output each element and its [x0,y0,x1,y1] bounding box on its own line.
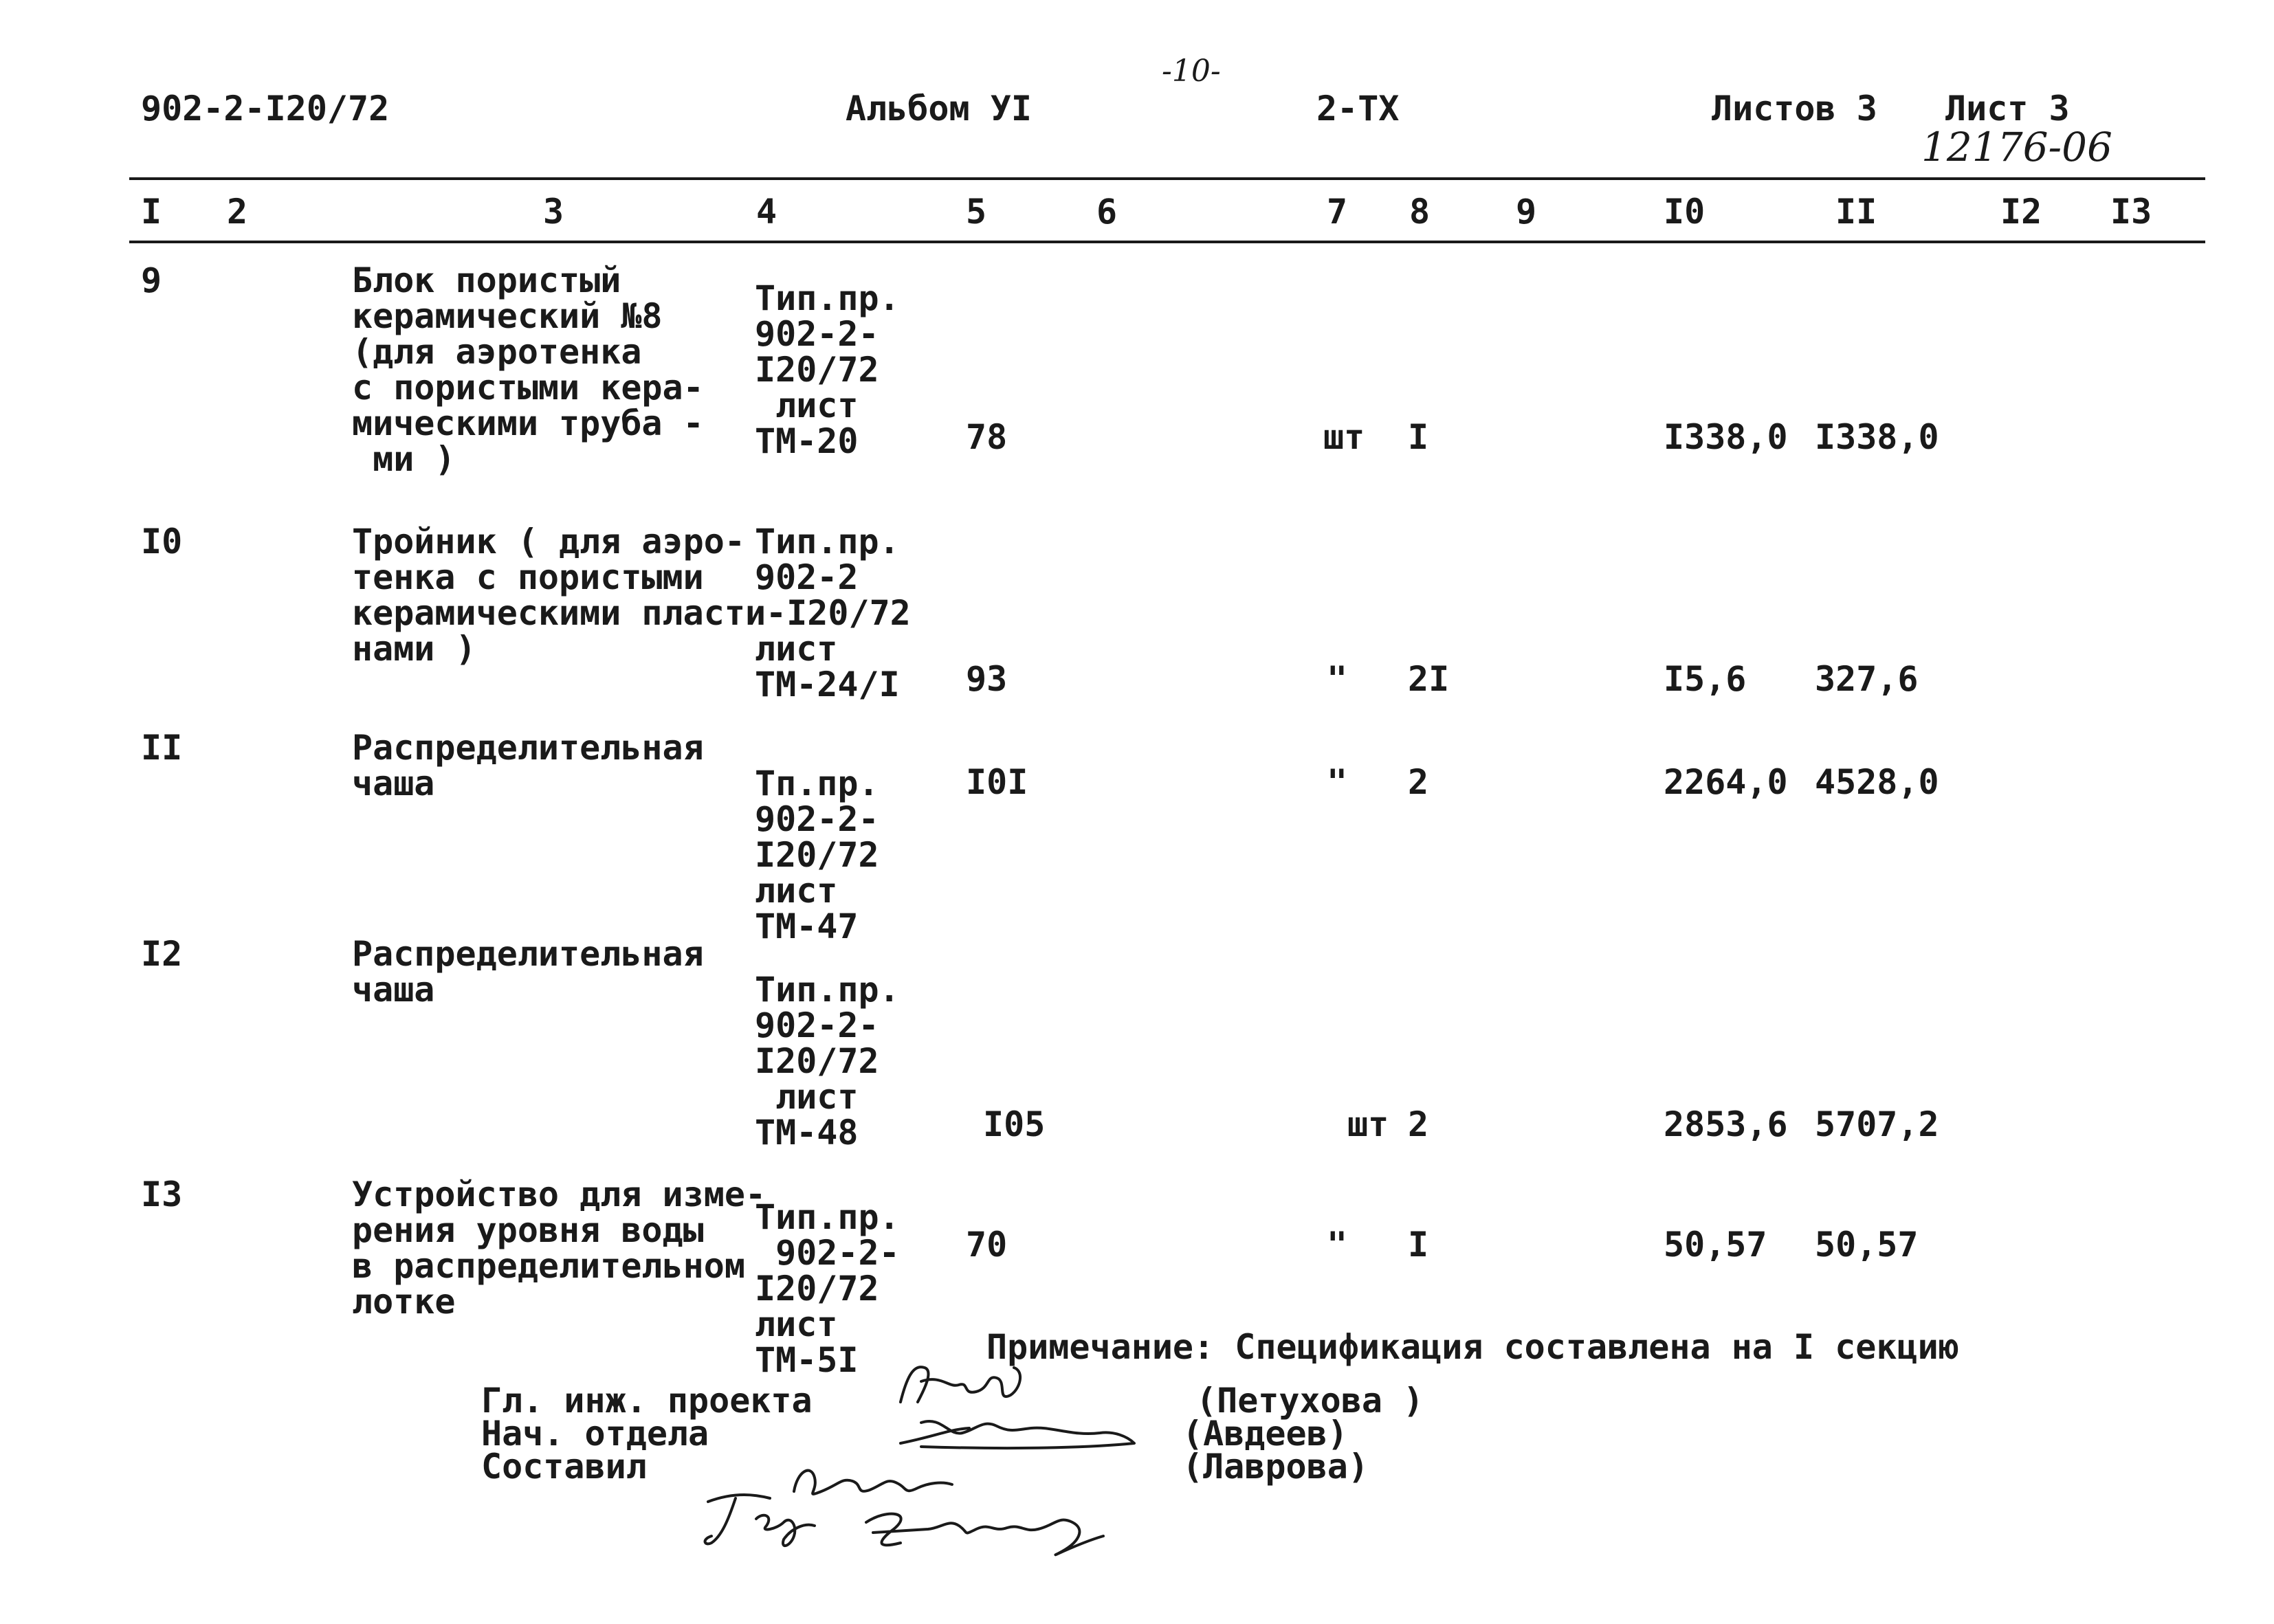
column-header: I0 [1664,192,1706,232]
item-name: Устройство для изме- рения уровня воды в распределительном лотке [352,1175,766,1322]
handwritten-signature-chief-engineer [894,1354,1045,1416]
item-price: I338,0 [1664,417,1788,457]
item-name: Распределительная чаша [352,728,704,803]
row-number: I3 [141,1175,183,1214]
signature-name: (Авдеев) [1182,1414,1348,1454]
column-header: 7 [1327,192,1348,232]
item-quantity: 2 [1408,1104,1429,1144]
document-code: 902-2-I20/72 [141,89,390,129]
signature-name: (Лаврова) [1182,1447,1369,1487]
section-label: 2-ТХ [1316,89,1400,129]
item-col5: 93 [966,659,1008,699]
item-col5: 70 [966,1225,1008,1265]
archive-number: 12176-06 [1921,124,2112,170]
header-bottom-rule [129,241,2205,243]
item-reference: Тип.пр. 902-2- I20/72 лист ТМ-48 [755,970,900,1153]
page-mark: -10- [1162,54,1221,89]
column-header: 6 [1096,192,1118,232]
item-quantity: 2 [1408,762,1429,802]
column-header: 8 [1409,192,1431,232]
item-total: 4528,0 [1815,762,1939,802]
item-reference: Тип.пр. 902-2- I20/72 лист ТМ-20 [755,278,900,461]
item-col5: I0I [966,762,1028,802]
item-reference: Тп.пр. 902-2- I20/72 лист ТМ-47 [755,764,879,946]
item-name: Распределительная чаша [352,934,704,1010]
row-number: I0 [141,522,183,561]
item-total: I338,0 [1815,417,1939,457]
column-header: II [1835,192,1877,232]
column-header: 3 [543,192,564,232]
item-price: I5,6 [1664,659,1747,699]
item-unit: шт [1323,417,1365,457]
signature-role: Составил [481,1447,647,1487]
item-quantity: I [1408,1225,1429,1265]
row-number: II [141,728,183,768]
column-header: I3 [2110,192,2152,232]
signature-role: Гл. инж. проекта [481,1381,813,1421]
sheets-total: Листов 3 [1712,89,1877,129]
column-header: I [141,192,162,232]
handwritten-signature-checker [694,1484,839,1553]
signature-name: (Петухова ) [1196,1381,1424,1421]
item-price: 50,57 [1664,1225,1767,1265]
item-price: 2853,6 [1664,1104,1788,1144]
header-top-rule [129,177,2205,180]
item-col5: 78 [966,417,1008,457]
row-number: 9 [141,260,162,300]
column-header: 2 [227,192,248,232]
item-quantity: I [1408,417,1429,457]
item-unit: " [1327,762,1348,802]
specification-note: Примечание: Спецификация составлена на I секцию [986,1327,1959,1367]
item-reference: Тип.пр. 902-2 лист ТМ-24/I [755,522,900,704]
item-unit: " [1327,1225,1348,1265]
sheet-number: Лист 3 [1945,89,2070,129]
album-label: Альбом УI [846,89,1032,129]
item-name: Блок пористый керамический №8 (для аэротенка с пористыми кера- мическими труба - ми ) [352,260,704,479]
column-header: I2 [2000,192,2042,232]
item-name: Тройник ( для аэро- тенка с пористыми керамическими пласти-I20/72 нами ) [352,522,911,669]
signature-role: Нач. отдела [481,1414,709,1454]
item-reference: Тип.пр. 902-2- I20/72 лист ТМ-5I [755,1197,900,1380]
row-number: I2 [141,934,183,974]
column-header: 9 [1516,192,1537,232]
item-price: 2264,0 [1664,762,1788,802]
item-unit: " [1327,659,1348,699]
item-total: 327,6 [1815,659,1919,699]
item-unit: шт [1347,1104,1389,1144]
item-quantity: 2I [1408,659,1450,699]
column-header: 5 [966,192,987,232]
handwritten-signature-executor [852,1495,1114,1564]
item-col5: I05 [983,1104,1046,1144]
handwritten-signature-head-of-department [894,1409,1141,1457]
item-total: 50,57 [1815,1225,1919,1265]
column-header: 4 [756,192,777,232]
item-total: 5707,2 [1815,1104,1939,1144]
